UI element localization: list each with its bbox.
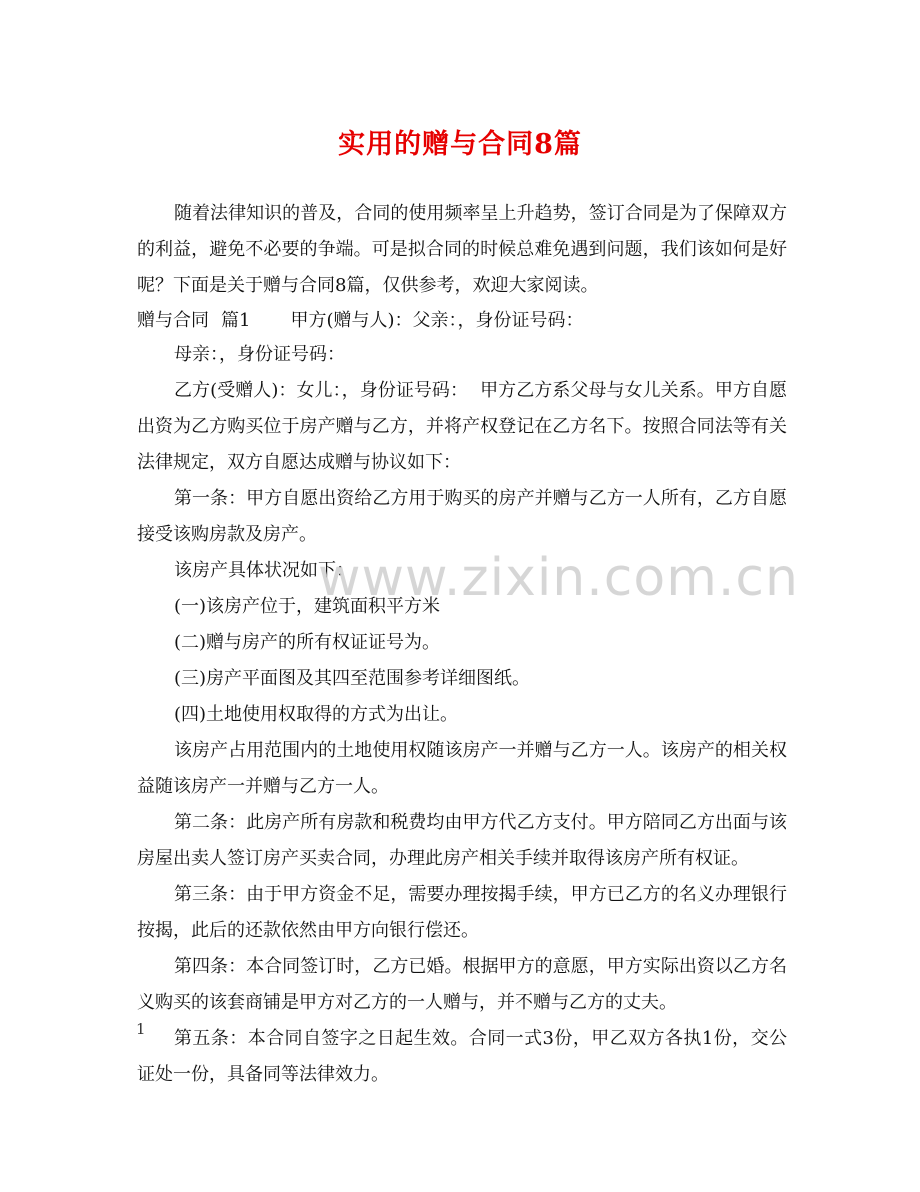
party-b-paragraph: [137, 373, 787, 481]
house-item-3: (三)房产平面图及其四至范围参考详细图纸。: [174, 668, 531, 689]
article-1: 第一条：甲方自愿出资给乙方用于购买的房产并赠与乙方一人所有，乙方自愿接受该购房款及房产。: [137, 488, 787, 545]
section-heading-number: 篇1: [221, 310, 251, 331]
article-2: 第二条：此房产所有房款和税费均由甲方代乙方支付。甲方陪同乙方出面与该房屋出卖人签订房产买卖合同，办理此房产相关手续并取得该房产所有权证。: [137, 812, 787, 869]
intro-paragraph: 随着法律知识的普及，合同的使用频率呈上升趋势，签订合同是为了保障双方的利益，避免不必要的争端。可是拟合同的时候总难免遇到问题，我们该如何是好呢？下面是关于赠与合同8篇，仅供参考，欢迎大家阅读。: [137, 203, 787, 296]
document-title: 实用的赠与合同8篇: [338, 129, 582, 160]
article-5: 第五条：本合同自签字之日起生效。合同一式3份，甲乙双方各执1份，交公证处一份，具备同等法律效力。: [137, 1028, 787, 1085]
section-heading: [137, 304, 787, 337]
land-use-paragraph: 该房产占用范围内的土地使用权随该房产一并赠与乙方一人。该房产的相关权益随该房产一并赠与乙方一人。: [137, 740, 787, 797]
house-item-2: (二)赠与房产的所有权证证号为。: [174, 632, 441, 653]
document-body: [137, 196, 787, 1093]
party-b-line: 乙方(受赠人)：女儿：，身份证号码：: [174, 380, 469, 401]
article-3: 第三条：由于甲方资金不足，需要办理按揭手续，甲方已乙方的名义办理银行按揭，此后的还款依然由甲方向银行偿还。: [137, 884, 787, 941]
house-item-1: (一)该房产位于，建筑面积平方米: [174, 596, 441, 617]
mother-line: 母亲：，身份证号码：: [174, 344, 345, 365]
watermark: www.zixin.com.cn: [318, 548, 799, 608]
relationship-text: 甲方乙方系父母与女儿关系。甲方自愿出资为乙方购买位于房产赠与乙方，并将产权登记在乙方名下。按照合同法等有关法律规定，双方自愿达成赠与协议如下：: [137, 380, 788, 473]
house-detail-heading: 该房产具体状况如下：: [174, 560, 354, 581]
article-4: 第四条：本合同签订时，乙方已婚。根据甲方的意愿，甲方实际出资以乙方名义购买的该套商铺是甲方对乙方的一人赠与，并不赠与乙方的丈夫。: [137, 956, 787, 1013]
section-heading-label: 赠与合同: [137, 310, 209, 331]
party-a-line: 甲方(赠与人)：父亲：，身份证号码：: [290, 310, 584, 331]
house-item-4: (四)土地使用权取得的方式为出让。: [174, 704, 459, 725]
page-number: 1: [136, 1020, 146, 1038]
